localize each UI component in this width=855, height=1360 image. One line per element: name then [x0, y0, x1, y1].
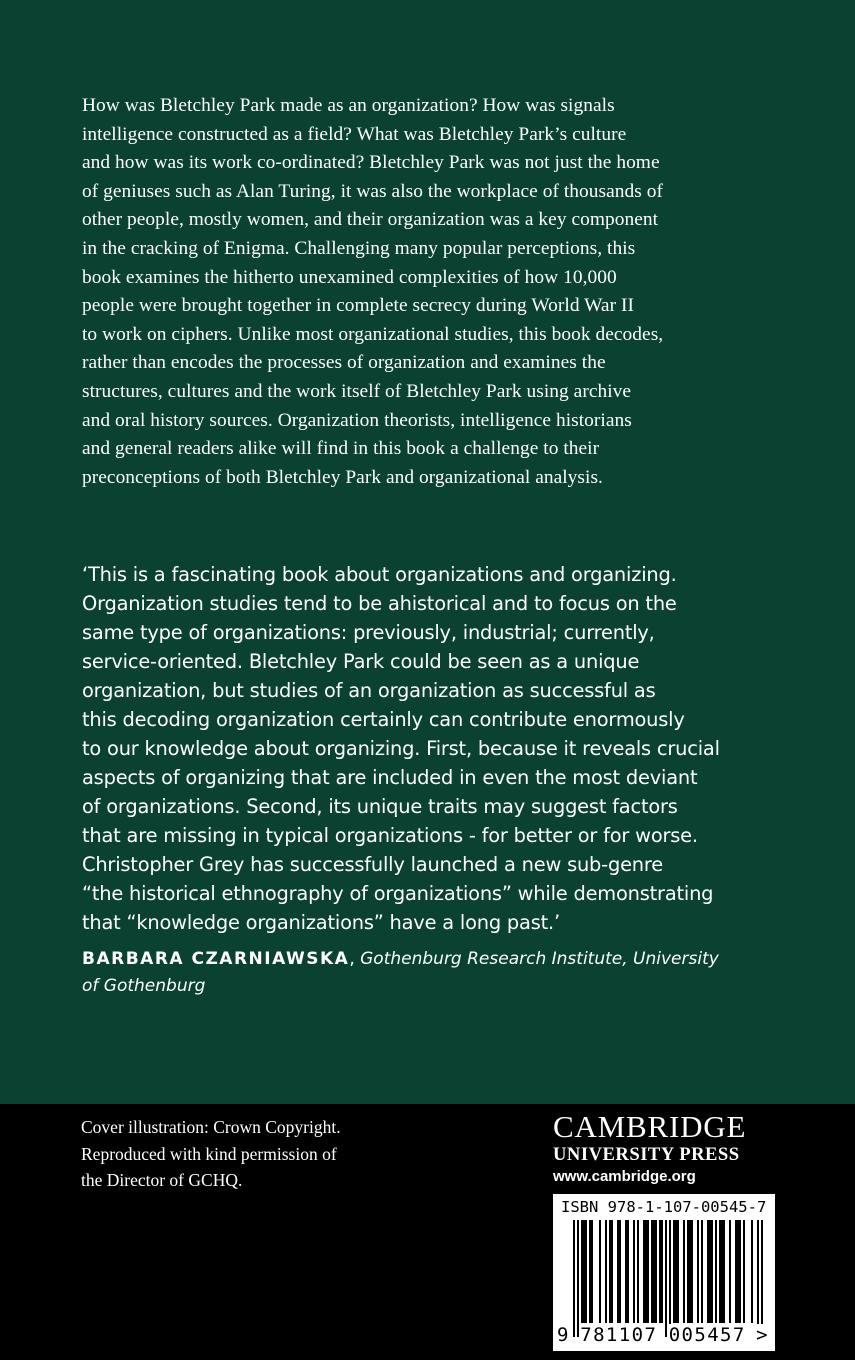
barcode-bar [661, 1220, 663, 1323]
barcode-bar [761, 1220, 763, 1337]
credit-line: Cover illustration: Crown Copyright. [81, 1117, 341, 1137]
credit-line: the Director of GCHQ. [81, 1170, 243, 1190]
barcode-bar [609, 1220, 611, 1323]
barcode-bar [625, 1220, 627, 1323]
barcode-bar [589, 1220, 591, 1323]
blurb-line: book examines the hitherto unexamined complexities of how 10,000 [82, 266, 617, 288]
barcode-bar [715, 1220, 717, 1323]
attribution-separator: , [349, 949, 361, 969]
barcode-bar [675, 1220, 677, 1323]
barcode-bar [599, 1220, 601, 1323]
barcode-bar [691, 1220, 693, 1323]
barcode-bar [689, 1220, 691, 1323]
quote-line: to our knowledge about organizing. First, because it reveals crucial [82, 737, 720, 760]
barcode-bar [737, 1220, 739, 1323]
barcode-bar [611, 1220, 613, 1323]
barcode-bar [697, 1220, 699, 1323]
barcode-bar [573, 1220, 575, 1337]
quote-line: “the historical ethnography of organizations” while demonstrating [82, 882, 714, 905]
barcode-bar [669, 1220, 671, 1337]
barcode-bar [673, 1220, 675, 1323]
barcode-bar [729, 1220, 731, 1323]
blurb-text [82, 92, 772, 492]
isbn-label: ISBN 978-1-107-00545-7 [561, 1198, 767, 1216]
barcode-bar [651, 1220, 653, 1323]
barcode-bar [665, 1220, 667, 1337]
publisher-subtitle: UNIVERSITY PRESS [553, 1144, 740, 1165]
barcode-bar [581, 1220, 583, 1323]
barcode-bar [711, 1220, 713, 1323]
barcode-bar [585, 1220, 587, 1323]
quote-line: organization, but studies of an organization as successful as [82, 679, 656, 702]
barcode-bar [591, 1220, 593, 1323]
barcode-bar [659, 1220, 661, 1323]
barcode-bar [687, 1220, 689, 1323]
quote-line: ‘This is a fascinating book about organizations and organizing. [82, 563, 677, 586]
barcode-bar [655, 1220, 657, 1323]
quote-line: Organization studies tend to be ahistorical and to focus on the [82, 592, 677, 615]
quote-line: that “knowledge organizations” have a long past.’ [82, 911, 560, 934]
endorser-affiliation-cont: of Gothenburg [82, 976, 206, 996]
quote-line: of organizations. Second, its unique traits may suggest factors [82, 795, 678, 818]
barcode-bar [709, 1220, 711, 1323]
barcode-bar [751, 1220, 753, 1323]
blurb-line: of geniuses such as Alan Turing, it was also the workplace of thousands of [82, 180, 664, 202]
blurb-line: to work on ciphers. Unlike most organizational studies, this book decodes, [82, 323, 664, 345]
isbn-barcode-box [553, 1194, 775, 1351]
barcode-bar [643, 1220, 645, 1323]
barcode-quiet-marker: > [756, 1324, 769, 1346]
blurb-line: people were brought together in complete secrecy during World War II [82, 295, 634, 317]
barcode-bar [723, 1220, 725, 1323]
barcode-bar [637, 1220, 639, 1323]
barcode-digits [553, 1322, 775, 1348]
endorser-name: BARBARA CZARNIAWSKA [82, 949, 350, 969]
blurb-line: and general readers alike will find in this book a challenge to their [82, 438, 600, 460]
blurb-line: intelligence constructed as a field? What was Bletchley Park’s culture [82, 123, 627, 145]
barcode-bar [645, 1220, 647, 1323]
endorsement-quote [82, 560, 782, 937]
quote-line: service-oriented. Bletchley Park could be seen as a unique [82, 650, 640, 673]
blurb-line: rather than encodes the processes of organization and examines the [82, 352, 606, 374]
cover-credit [81, 1114, 341, 1194]
publisher-name: CAMBRIDGE [553, 1109, 747, 1144]
barcode-bar [739, 1220, 741, 1323]
barcode-bar [583, 1220, 585, 1323]
quote-line: this decoding organization certainly can contribute enormously [82, 708, 685, 731]
barcode-bar [707, 1220, 709, 1323]
barcode-bar [617, 1220, 619, 1323]
barcode-bar [721, 1220, 723, 1323]
barcode-bar [647, 1220, 649, 1323]
barcode-lead-digit: 9 [557, 1324, 570, 1346]
cover-footer [0, 1104, 855, 1360]
barcode-bar [735, 1220, 737, 1323]
credit-line: Reproduced with kind permission of [81, 1143, 337, 1164]
quote-attribution [82, 946, 742, 1000]
barcode-bar [577, 1220, 579, 1337]
endorser-affiliation: Gothenburg Research Institute, University [360, 949, 719, 969]
barcode-bar [719, 1220, 721, 1323]
quote-line: that are missing in typical organizations - for better or for worse. [82, 824, 698, 847]
blurb-line: in the cracking of Enigma. Challenging many popular perceptions, this [82, 237, 636, 259]
quote-line: same type of organizations: previously, industrial; currently, [82, 621, 655, 644]
barcode-bar [701, 1220, 703, 1323]
barcode-bar [627, 1220, 629, 1323]
blurb-line: How was Bletchley Park made as an organization? How was signals [82, 95, 615, 116]
barcode-bar [677, 1220, 679, 1323]
barcode-bar [619, 1220, 621, 1323]
blurb-line: preconceptions of both Bletchley Park and organizational analysis. [82, 466, 603, 488]
barcode-bar [633, 1220, 635, 1323]
blurb-line: structures, cultures and the work itself of Bletchley Park using archive [82, 380, 632, 402]
quote-line: Christopher Grey has successfully launched a new sub-genre [82, 853, 663, 876]
barcode-bar [743, 1220, 745, 1323]
blurb-line: and oral history sources. Organization theorists, intelligence historians [82, 409, 632, 431]
barcode-bar [653, 1220, 655, 1323]
barcode-bar [757, 1220, 759, 1337]
publisher-url[interactable]: www.cambridge.org [553, 1168, 696, 1185]
barcode-bar [605, 1220, 607, 1323]
blurb-line: and how was its work co-ordinated? Bletchley Park was not just the home [82, 152, 660, 174]
barcode-left-group: 781107 [580, 1324, 658, 1346]
publisher-logo [553, 1110, 775, 1188]
barcode-bar [683, 1220, 685, 1323]
barcode-right-group: 005457 [668, 1324, 746, 1346]
quote-line: aspects of organizing that are included in even the most deviant [82, 766, 698, 789]
blurb-line: other people, mostly women, and their organization was a key component [82, 209, 659, 231]
